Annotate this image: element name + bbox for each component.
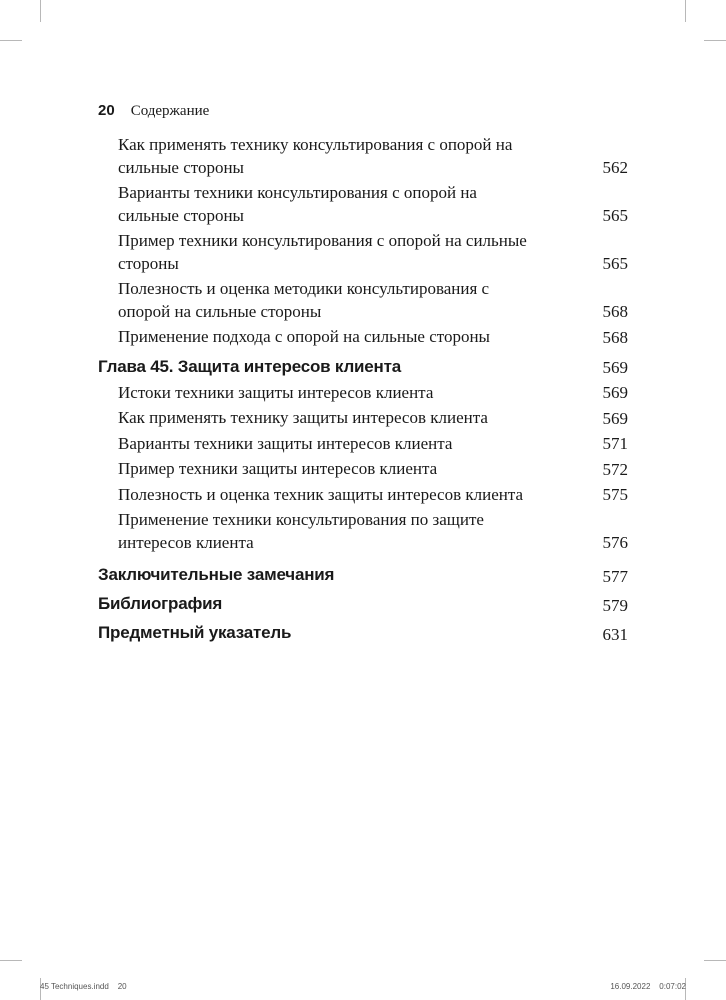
crop-mark [0,40,22,41]
crop-mark [685,0,686,22]
toc-entry-title: Библиография [98,594,223,613]
crop-mark [704,40,726,41]
table-of-contents [98,134,628,646]
toc-section-entry [98,326,628,349]
toc-entry-page: 579 [602,596,628,615]
toc-top-entry [98,620,628,646]
toc-entry-page: 571 [602,434,628,453]
toc-entry-page: 631 [602,625,628,644]
toc-entry-title: Полезность и оценка техник защиты интересов клиента [118,484,524,504]
slug-file [40,982,127,991]
toc-entry-page: 576 [602,533,628,552]
toc-section-entry [98,382,628,405]
toc-entry-page: 572 [602,459,628,479]
slug-time: 0:07:02 [659,982,686,991]
toc-entry-title: Применение техники консультирования по защите интересов клиента [118,510,484,552]
toc-entry-title: Пример техники защиты интересов клиента [118,459,438,478]
toc-chapter-entry [98,355,628,379]
toc-entry-page: 577 [602,567,628,586]
toc-entry-title: Применение подхода с опорой на сильные стороны [118,327,490,346]
slug-page: 20 [117,982,127,991]
slug-date [610,982,686,991]
toc-section-entry [98,278,628,323]
toc-section-entry [98,484,628,507]
toc-section-entry [98,182,628,227]
toc-section-entry [98,407,628,430]
toc-entry-title: Истоки техники защиты интересов клиента [118,382,434,402]
toc-entry-title: Предметный указатель [98,623,292,642]
toc-section-entry [98,230,628,275]
toc-section-entry [98,134,628,179]
toc-top-entry [98,562,628,588]
toc-entry-title: Полезность и оценка методики консультирования с опорой на сильные стороны [118,279,490,321]
toc-section-entry [98,433,628,456]
toc-entry-page: 562 [602,158,628,177]
slug-date-value: 16.09.2022 [610,982,651,991]
crop-mark [704,960,726,961]
toc-entry-title: Варианты техники защиты интересов клиента [118,433,453,453]
toc-top-entry [98,591,628,617]
toc-entry-title: Глава 45. Защита интересов клиента [98,356,402,376]
toc-section-entry [98,458,628,481]
toc-entry-page: 568 [602,302,628,321]
slug-filename: 45 Techniques.indd [40,982,109,991]
toc-entry-title: Как применять технику защиты интересов клиента [118,408,488,427]
toc-entry-page: 565 [602,206,628,225]
running-header [98,102,209,122]
crop-mark [0,960,22,961]
toc-entry-page: 569 [602,383,628,402]
toc-entry-page: 569 [602,408,628,428]
toc-entry-page: 575 [602,485,628,504]
page-number: 20 [98,102,115,119]
toc-entry-page: 568 [602,327,628,347]
toc-entry-title: Как применять технику консультирования с опорой на сильные стороны [118,135,513,177]
toc-entry-title: Варианты техники консультирования с опорой на сильные стороны [118,183,477,225]
running-title: Содержание [130,103,210,119]
toc-entry-page: 569 [602,357,628,377]
toc-section-entry [98,509,628,554]
crop-mark [40,0,41,22]
toc-entry-title: Пример техники консультирования с опорой на сильные стороны [118,231,527,273]
toc-entry-title: Заключительные замечания [98,565,335,584]
toc-entry-page: 565 [602,254,628,273]
